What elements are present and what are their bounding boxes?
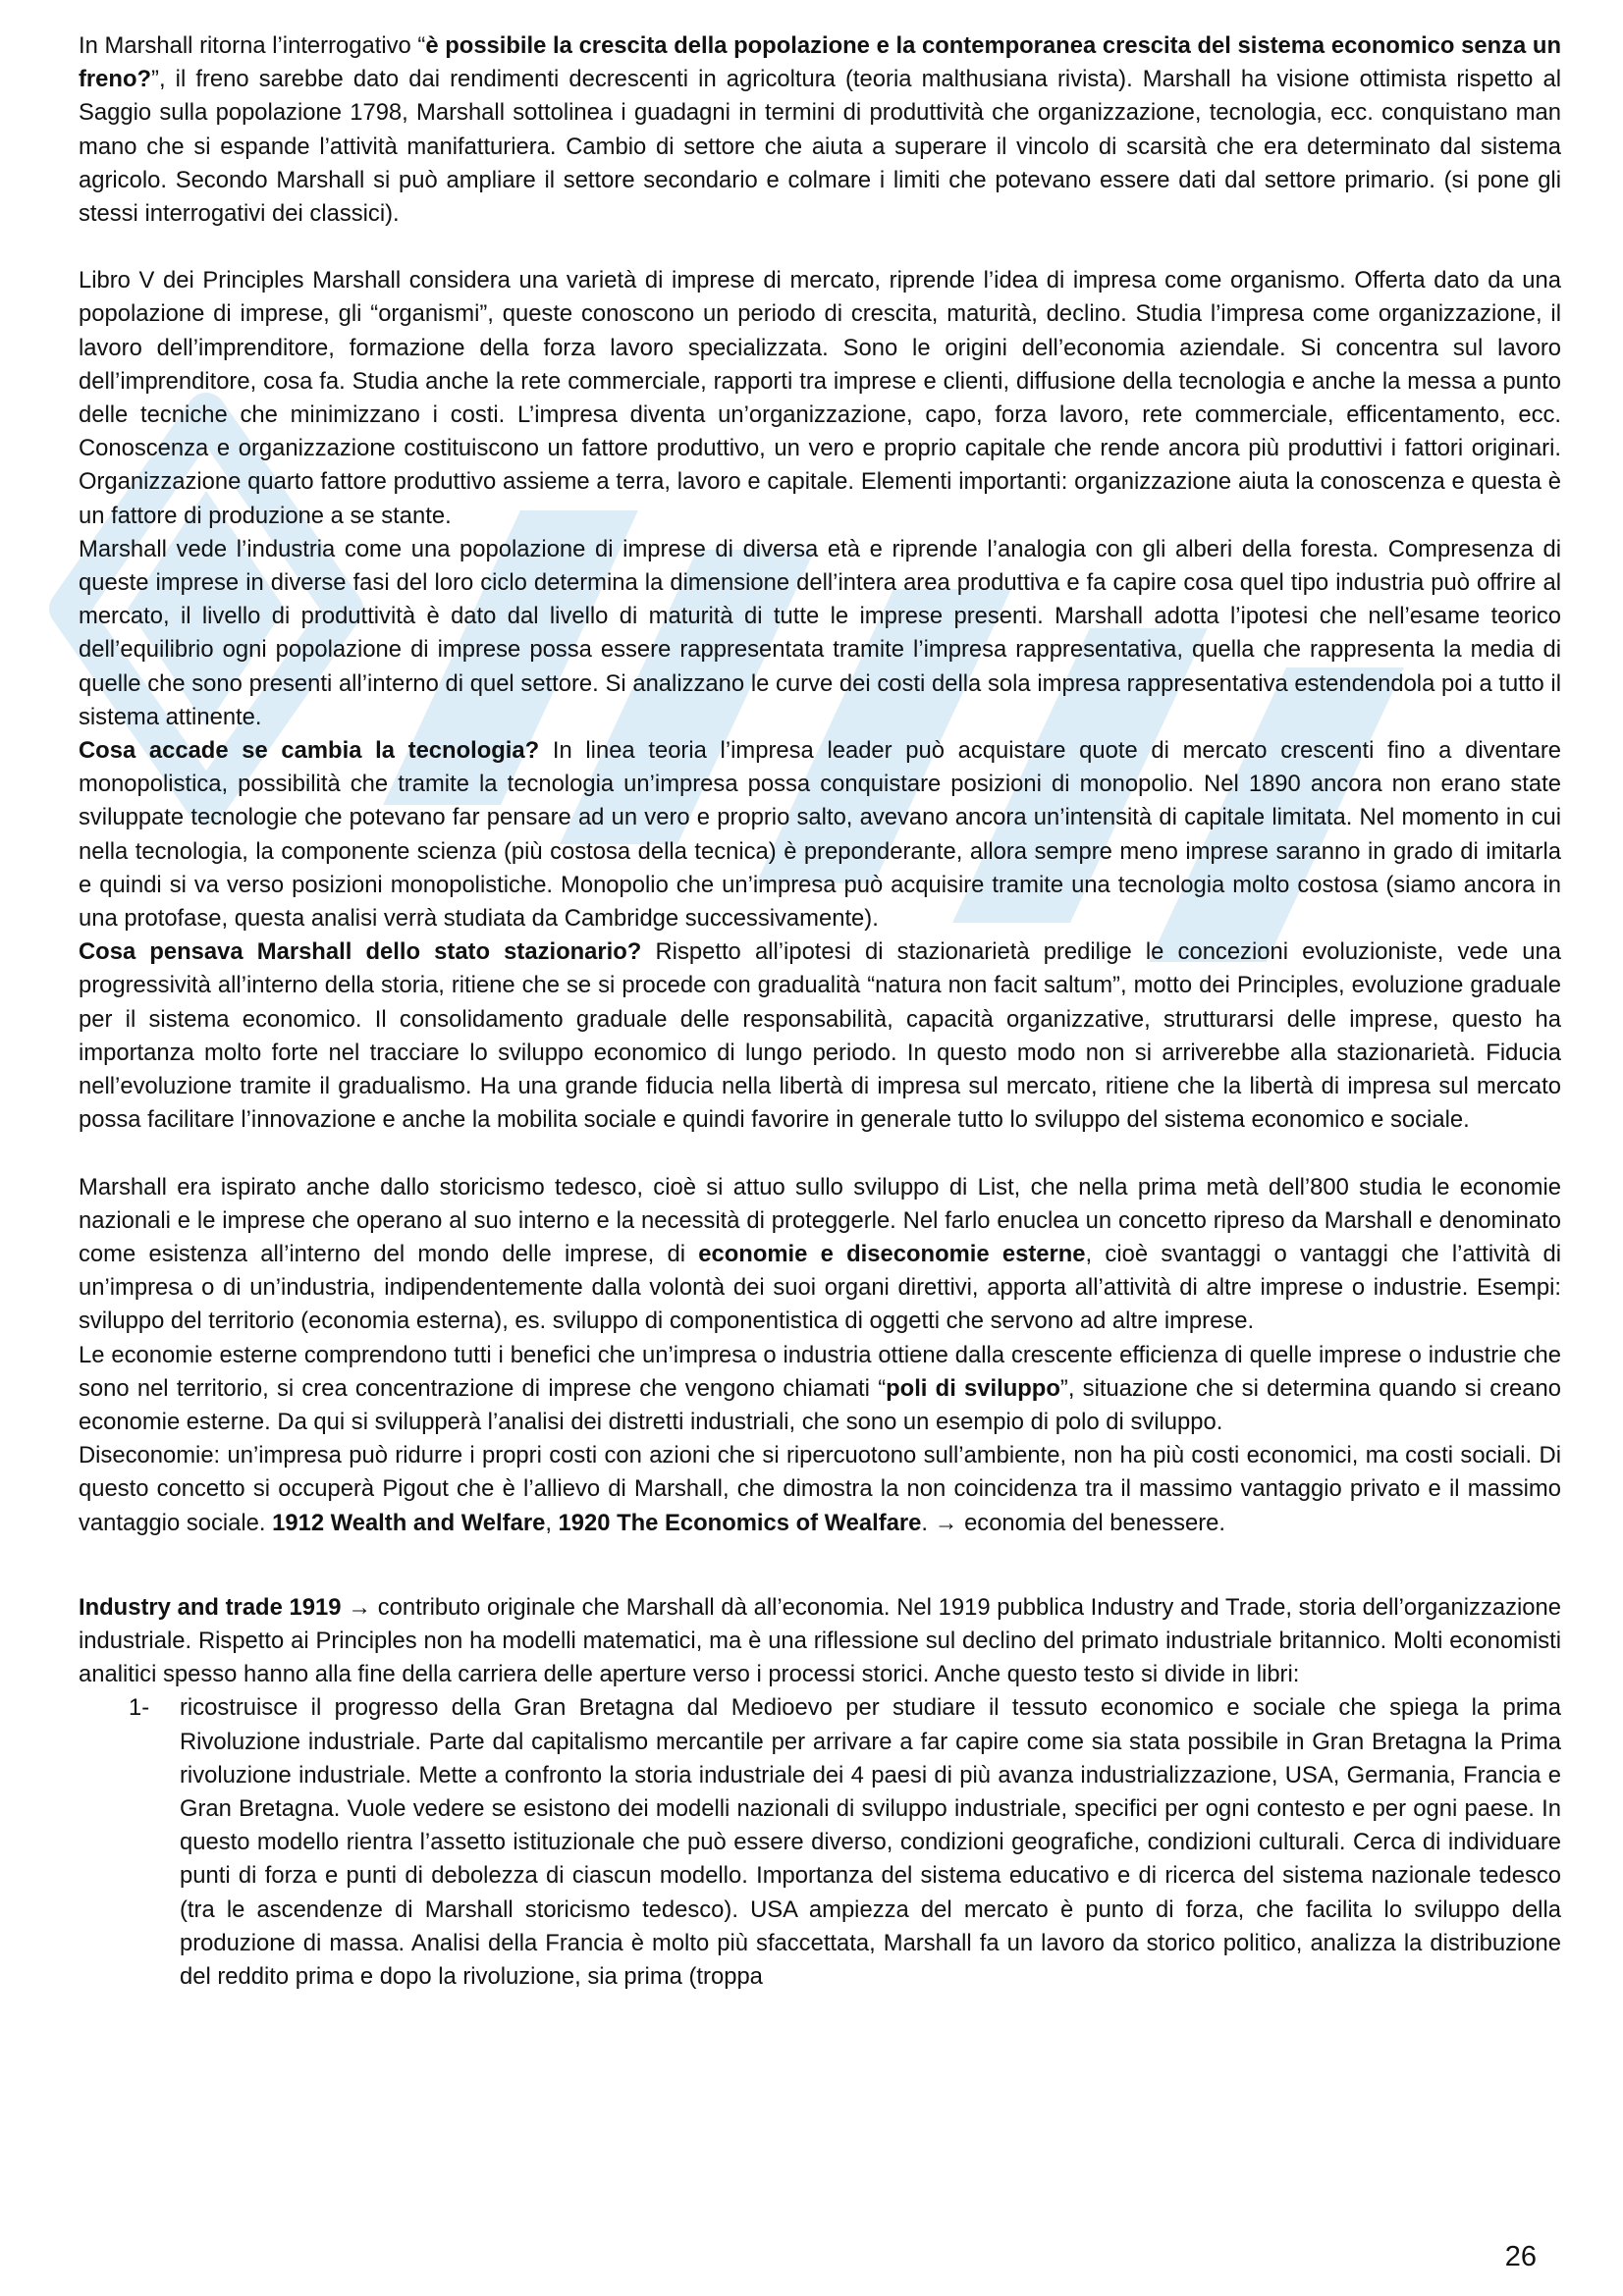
arrow-icon: →	[348, 1593, 372, 1621]
paragraph-9: Industry and trade 1919 → contributo originale che Marshall dà all’economia. Nel 1919 pubblica Industry and Trade, storia dell’organizzazione industriale. Rispetto ai Principles non ha modelli matematici, ma è una riflessione sul declino del primato industriale britannico. Molti economisti analitici spesso hanno alla fine della carriera delle aperture verso i processi storici. Anche questo testo si divide in libri:	[79, 1593, 1561, 1688]
list-text: ricostruisce il progresso della Gran Bretagna dal Medioevo per studiare il tessuto economico e sociale che spiega la prima Rivoluzione industriale. Parte dal capitalismo mercantile per arrivare a far capire come sia stata possibile in Gran Bretagna la Prima rivoluzione industriale. Mette a confronto la storia industriale dei 4 paesi di più avanza industrializzazione, USA, Germania, Francia e Gran Bretagna. Vuole vedere se esistono dei modelli nazionali di sviluppo industriale, specifici per ogni contesto e per ogni paese. In questo modello rientra l’assetto istituzionale che può essere diverso, condizioni geografiche, condizioni culturali. Cerca di individuare punti di forza e punti di debolezza di ciascun modello. Importanza del sistema educativo e di ricerca del sistema nazionale tedesco (tra le ascendenze di Marshall storicismo tedesco). USA ampiezza del mercato è punto di forza, che facilita lo sviluppo della produzione di massa. Analisi della Francia è molto più sfaccettata, Marshall fa un lavoro da storico politico, analizza la distribuzione del reddito prima e dopo la rivoluzione, sia prima (troppa	[180, 1694, 1561, 1990]
bold-wealth-welfare: 1912 Wealth and Welfare	[272, 1509, 546, 1536]
bold-poli-di-sviluppo: poli di sviluppo	[886, 1374, 1060, 1402]
paragraph-8: Diseconomie: un’impresa può ridurre i propri costi con azioni che si ripercuotono sull’ambiente, non ha più costi economici, ma costi sociali. Di questo concetto si occuperà Pigout che è l’allievo di Marshall, che dimostra la non coincidenza tra il massimo vantaggio privato e il massimo vantaggio sociale. 1912 Wealth and Welfare, 1920 The Economics of Wealfare. → economia del benessere.	[79, 1442, 1561, 1536]
paragraph-5: Cosa pensava Marshall dello stato stazionario? Rispetto all’ipotesi di stazionarietà predilige le concezioni evoluzioniste, vede una progressività all’interno della storia, ritiene che se si procede con gradualità “natura non facit saltum”, motto dei Principles, evoluzione graduale per il sistema economico. Il consolidamento graduale delle responsabilità, capacità organizzative, strutturarsi delle imprese, questo ha importanza molto forte nel tracciare lo sviluppo economico di lungo periodo. In questo modo non si arriverebbe alla stazionarietà. Fiducia nell’evoluzione tramite il gradualismo. Ha una grande fiducia nella libertà di impresa sul mercato, ritiene che la libertà di impresa sul mercato possa facilitare l’innovazione e anche la mobilita sociale e quindi favorire in generale tutto lo sviluppo del sistema economico e sociale.	[79, 938, 1561, 1134]
bold-economics-welfare: 1920 The Economics of Wealfare	[558, 1509, 922, 1536]
bold-economie-esterne: economie e diseconomie esterne	[698, 1240, 1086, 1267]
paragraph-6: Marshall era ispirato anche dallo storicismo tedesco, cioè si attuo sullo sviluppo di List, che nella prima metà dell’800 studia le economie nazionali e le imprese che operano al suo interno e la necessità di proteggerle. Nel farlo enuclea un concetto ripreso da Marshall e denominato come esistenza all’interno del mondo delle imprese, di economie e diseconomie esterne, cioè svantaggi o vantaggi che l’attività di un’impresa o di un’industria, indipendentemente dalla volontà dei suoi organi direttivi, apporta all’attività di altre imprese o industrie. Esempi: sviluppo del territorio (economia esterna), es. sviluppo di componentistica di oggetti che servono ad altre imprese.	[79, 1173, 1561, 1335]
bold-heading-stato-stazionario: Cosa pensava Marshall dello stato stazionario?	[79, 938, 642, 966]
list-item	[79, 1691, 1561, 1994]
paragraph-2: Libro V dei Principles Marshall considera una varietà di imprese di mercato, riprende l’idea di impresa come organismo. Offerta dato da una popolazione di imprese, gli “organismi”, queste conoscono un periodo di crescita, maturità, declino. Studia l’impresa come organizzazione, il lavoro dell’imprenditore, formazione della forza lavoro specializzata. Sono le origini dell’economia aziendale. Si concentra sul lavoro dell’imprenditore, cosa fa. Studia anche la rete commerciale, rapporti tra imprese e clienti, diffusione della tecnologia e anche la messa a punto delle tecniche che minimizzano i costi. L’impresa diventa un’organizzazione, capo, forza lavoro, rete commerciale, efficentamento, ecc. Conoscenza e organizzazione costituiscono un fattore produttivo, un vero e proprio capitale che rende ancora più produttivi i fattori originari. Organizzazione quarto fattore produttivo assieme a terra, lavoro e capitale. Elementi importanti: organizzazione aiuta la conoscenza e questa è un fattore di produzione a se stante.	[79, 267, 1561, 529]
page-number: 26	[1504, 2241, 1537, 2272]
bold-industry-trade: Industry and trade 1919	[79, 1593, 342, 1621]
paragraph-3: Marshall vede l’industria come una popolazione di imprese di diversa età e riprende l’analogia con gli alberi della foresta. Compresenza di queste imprese in diverse fasi del loro ciclo determina la dimensione dell’intera area produttiva e fa capire cosa quel tipo industria può offrire al mercato, il livello di produttività è dato dal livello di maturità di tutte le imprese presenti. Marshall adotta l’ipotesi che nell’esame teorico dell’equilibrio ogni popolazione di imprese possa essere rappresentata tramite l’impresa rappresentativa, quella che rappresenta la media di quelle che sono presenti all’interno di quel settore. Si analizzano le curve dei costi della sola impresa rappresentativa estendendola poi a tutto il sistema attinente.	[79, 535, 1561, 730]
paragraph-1: In Marshall ritorna l’interrogativo “è possibile la crescita della popolazione e la contemporanea crescita del sistema economico senza un freno?”, il freno sarebbe dato dai rendimenti decrescenti in agricoltura (teoria malthusiana rivista). Marshall ha visione ottimista rispetto al Saggio sulla popolazione 1798, Marshall sottolinea i guadagni in termini di produttività che organizzazione, tecnologia, ecc. conquistano man mano che si espande l’attività manifatturiera. Cambio di settore che aiuta a superare il vincolo di scarsità che era determinato dal sistema agricolo. Secondo Marshall si può ampliare il settore secondario e colmare i limiti che potevano essere dati dal settore primario. (si pone gli stessi interrogativi dei classici).	[79, 32, 1561, 228]
list-number: 1-	[129, 1694, 150, 1722]
paragraph-7: Le economie esterne comprendono tutti i benefici che un’impresa o industria ottiene dalla crescente efficienza di quelle imprese o industrie che sono nel territorio, si crea concentrazione di imprese che vengono chiamati “poli di sviluppo”, situazione che si determina quando si creano economie esterne. Da qui si svilupperà l’analisi dei distretti industriali, che sono un esempio di polo di sviluppo.	[79, 1341, 1561, 1435]
bold-question: è possibile la crescita della popolazione e la contemporanea crescita del sistema economico senza un freno?	[79, 32, 1561, 93]
paragraph-4: Cosa accade se cambia la tecnologia? In linea teoria l’impresa leader può acquistare quote di mercato crescenti fino a diventare monopolistica, possibilità che tramite la tecnologia un’impresa possa conquistare posizioni di monopolio. Nel 1890 ancora non erano state sviluppate tecnologie che potevano far pensare ad un vero e proprio salto, avevano ancora un’intensità di capitale limitata. Nel momento in cui nella tecnologia, la componente scienza (più costosa della tecnica) è preponderante, allora sempre meno imprese saranno in grado di imitarla e quindi si va verso posizioni monopolistiche. Monopolio che un’impresa può acquisire tramite una tecnologia molto costosa (siamo ancora in una protofase, questa analisi verrà studiata da Cambridge successivamente).	[79, 737, 1561, 933]
arrow-icon: →	[934, 1509, 958, 1536]
document-page	[79, 29, 1561, 1994]
bold-heading-tecnologia: Cosa accade se cambia la tecnologia?	[79, 737, 540, 765]
